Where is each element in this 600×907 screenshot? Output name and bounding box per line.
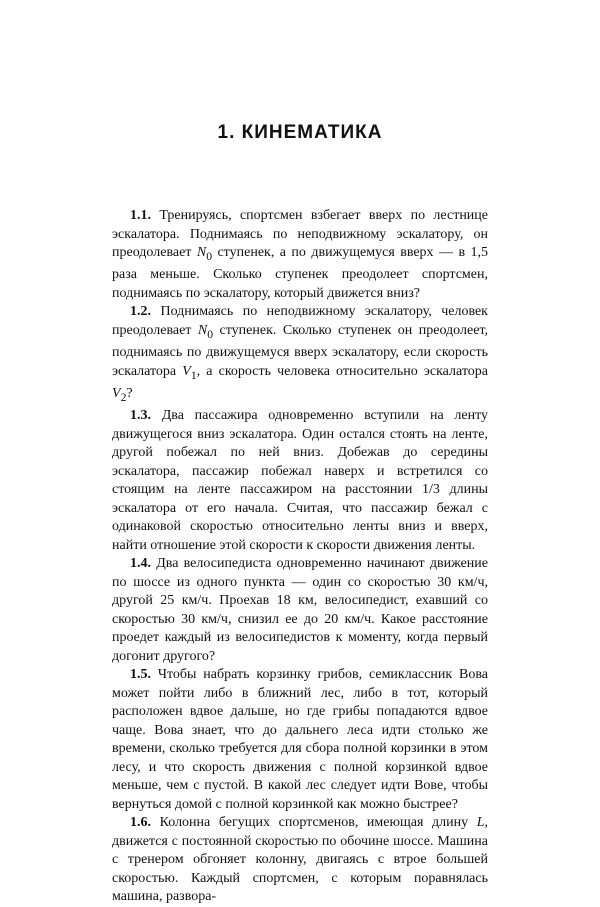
problem-number: 1.6. — [130, 815, 151, 831]
problem-1-5: 1.5. Чтобы набрать корзинку грибов, семиклассник Вова может пойти либо в ближний лес, либо в тот, который расположен вдвое дальше, но где грибы попадаются вдвое чаще. Вова знает, что до дальнего леса идти столько же времени, сколько требуется для сбора полной корзинки в этом лесу, и что скорость движения с полной корзинкой вдвое меньше, чем с пустой. В какой лес следует идти Вове, чтобы вернуться домой с полной корзинкой как можно быстрее? — [112, 667, 488, 812]
problem-number: 1.1. — [130, 208, 151, 223]
problem-number: 1.2. — [130, 304, 151, 320]
problem-1-3: 1.3. Два пассажира одновременно вступили на ленту движущегося вниз эскалатора. Один остался стоять на ленте, другой побежал по ней вниз. Добежав до середины эскалатора, пассажир побежал наверх и встретился со стоящим на ленте пассажиром на расстоянии 1/3 длины эскалатора от его начала. Считая, что пассажир бежал с одинаковой скоростью относительно ленты вниз и вверх, найти отношение этой скорости к скорости движения ленты. — [112, 408, 489, 553]
chapter-title: 1. КИНЕМАТИКА — [217, 122, 383, 143]
problem-1-2: 1.2. Поднимаясь по неподвижному эскалатору, человек преодолевает $N_0$ ступенек. Сколько ступенек он преодолеет, поднимаясь по движущемуся вверх эскалатору, если скорость эскалатора $V_1$, а скорость человека относительно эскалатора $V_2$? — [112, 304, 488, 404]
problem-1-1: 1.1. Тренируясь, спортсмен взбегает вверх по лестнице эскалатора. Поднимаясь по неподвижному эскалатору, он преодолевает $N_0$ ступенек, а по движущемуся вверх — в 1,5 раза меньше. Сколько ступенек преодолеет спортсмен, поднимаясь по эскалатору, который движется вниз? — [112, 208, 489, 301]
problem-1-4: 1.4. Два велосипедиста одновременно начинают движение по шоссе из одного пункта — один со скоростью 30 км/ч, другой 25 км/ч. Проехав 18 км, велосипедист, ехавший со скоростью 30 км/ч, снизил ее до 20 км/ч. Какое расстояние проедет каждый из велосипедистов к моменту, когда первый догонит другого? — [112, 556, 488, 664]
problem-1-6: 1.6. Колонна бегущих спортсменов, имеющая длину L, движется с постоянной скоростью по обочине шоссе. Машина с тренером обгоняет колонну, двигаясь с втрое большей скоростью. Каждый спортсмен, с которым поравнялась машина, развора- — [112, 815, 488, 905]
problem-number: 1.3. — [130, 408, 151, 424]
problem-number: 1.4. — [130, 556, 151, 572]
problems-text — [112, 207, 488, 907]
problem-number: 1.5. — [130, 667, 151, 683]
